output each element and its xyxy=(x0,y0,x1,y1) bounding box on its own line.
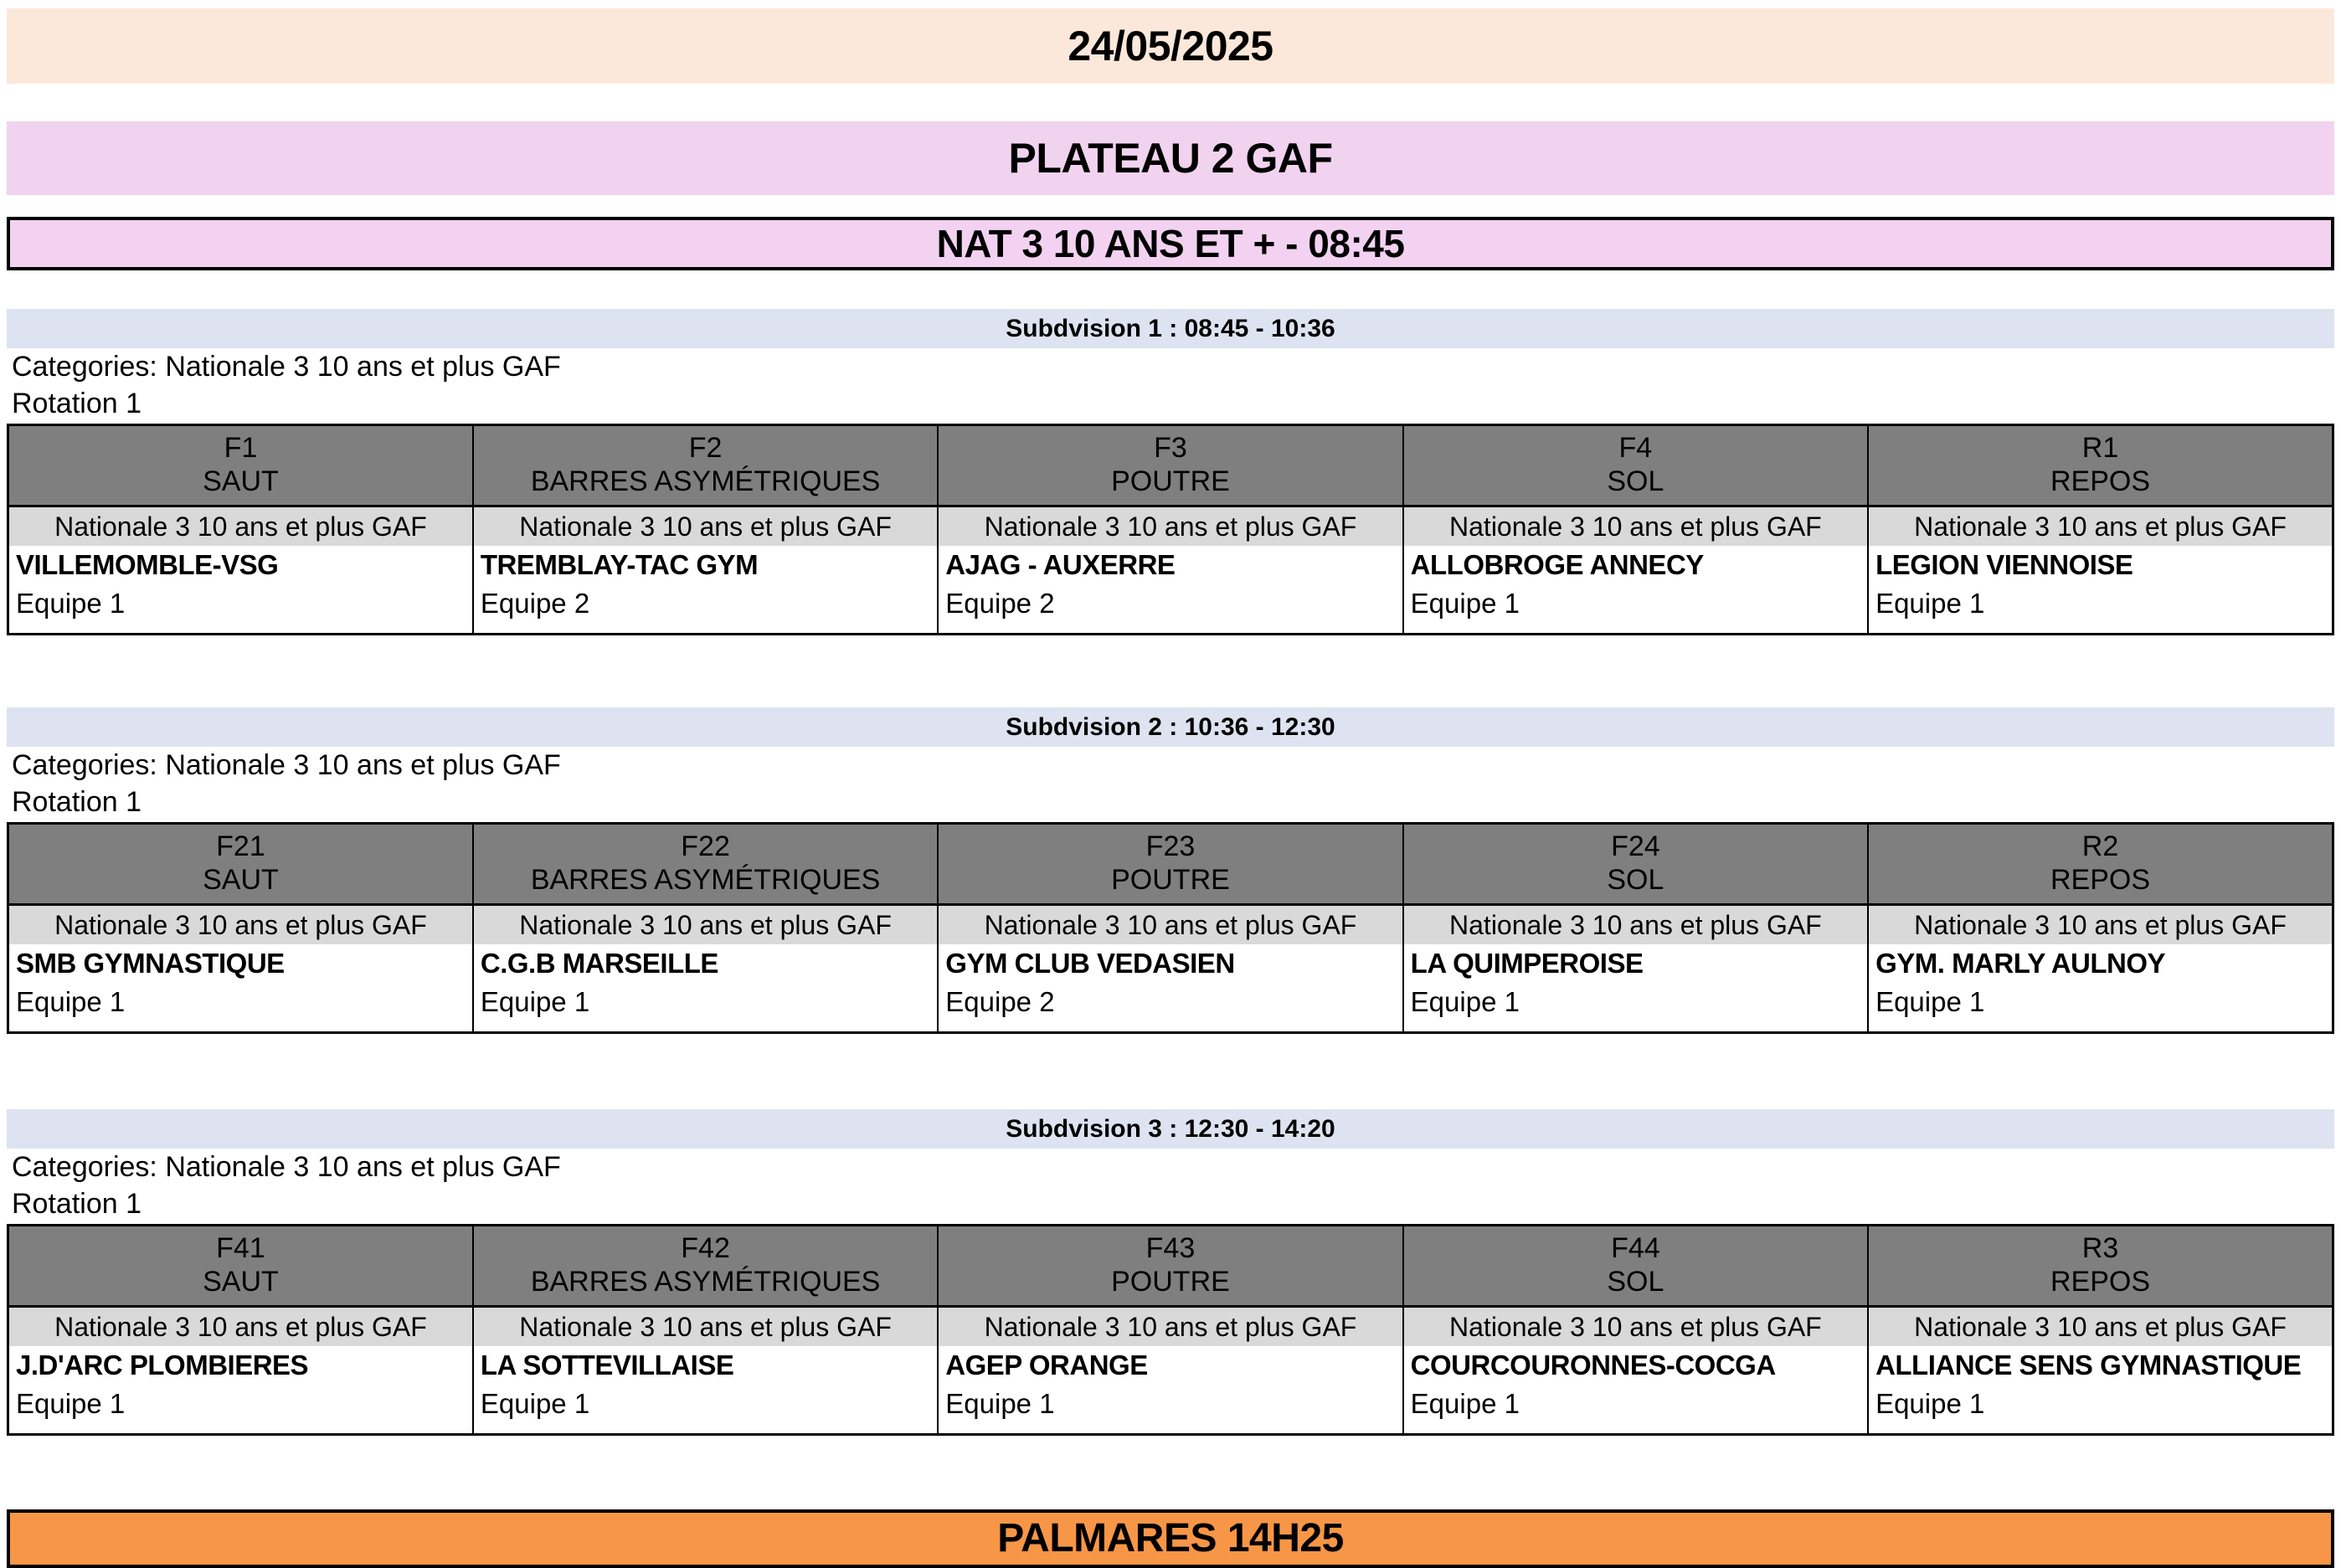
subdivision-1-table xyxy=(7,424,2334,635)
category-cell: Nationale 3 10 ans et plus GAF xyxy=(938,1307,1402,1347)
club-row xyxy=(8,944,2333,1033)
subdivision-2-categories: Categories: Nationale 3 10 ans et plus GAF xyxy=(12,749,561,781)
category-cell: Nationale 3 10 ans et plus GAF xyxy=(938,506,1402,547)
station-code: F23 xyxy=(1145,830,1196,862)
subdivision-2-title: Subdvision 2 : 10:36 - 12:30 xyxy=(7,707,2334,747)
team-label: Equipe 1 xyxy=(16,986,126,1017)
team-label: Equipe 1 xyxy=(1410,1388,1520,1419)
apparatus-label: SAUT xyxy=(203,465,279,497)
club-name: LA SOTTEVILLAISE xyxy=(480,1350,734,1380)
team-label: Equipe 1 xyxy=(1410,986,1520,1017)
station-code: F22 xyxy=(681,830,730,862)
subdivision-1-rotation: Rotation 1 xyxy=(12,388,141,419)
team-label: Equipe 2 xyxy=(945,588,1055,619)
club-name: VILLEMOMBLE-VSG xyxy=(16,549,279,580)
category-cell: Nationale 3 10 ans et plus GAF xyxy=(1403,1307,1868,1347)
apparatus-label: POUTRE xyxy=(1111,864,1230,896)
team-label: Equipe 2 xyxy=(480,588,590,619)
category-cell: Nationale 3 10 ans et plus GAF xyxy=(938,905,1402,945)
club-cell xyxy=(1868,944,2333,1033)
team-label: Equipe 1 xyxy=(480,1388,590,1419)
club-cell xyxy=(1403,944,1868,1033)
station-code: F24 xyxy=(1611,830,1660,862)
apparatus-label: SOL xyxy=(1607,465,1664,497)
category-cell: Nationale 3 10 ans et plus GAF xyxy=(473,1307,938,1347)
club-name: LEGION VIENNOISE xyxy=(1875,549,2133,580)
team-label: Equipe 1 xyxy=(480,986,590,1017)
schedule-page xyxy=(0,8,2341,1560)
table-header-row xyxy=(8,824,2333,905)
apparatus-label: BARRES ASYMÉTRIQUES xyxy=(530,864,881,896)
station-header xyxy=(1403,1226,1868,1307)
station-header xyxy=(1403,425,1868,506)
category-cell: Nationale 3 10 ans et plus GAF xyxy=(1403,506,1868,547)
team-label: Equipe 1 xyxy=(1410,588,1520,619)
station-header xyxy=(473,824,938,905)
date-banner: 24/05/2025 xyxy=(7,8,2334,84)
category-cell: Nationale 3 10 ans et plus GAF xyxy=(1403,905,1868,945)
team-label: Equipe 1 xyxy=(1875,588,1985,619)
club-cell xyxy=(473,944,938,1033)
apparatus-label: REPOS xyxy=(2050,864,2151,896)
club-cell xyxy=(1403,546,1868,635)
club-name: TREMBLAY-TAC GYM xyxy=(480,549,759,580)
category-cell: Nationale 3 10 ans et plus GAF xyxy=(8,506,473,547)
station-code: F1 xyxy=(224,432,258,464)
category-cell: Nationale 3 10 ans et plus GAF xyxy=(8,905,473,945)
station-code: F21 xyxy=(216,830,265,862)
apparatus-label: BARRES ASYMÉTRIQUES xyxy=(530,465,881,497)
category-cell: Nationale 3 10 ans et plus GAF xyxy=(1868,905,2333,945)
club-name: ALLOBROGE ANNECY xyxy=(1410,549,1704,580)
apparatus-label: SOL xyxy=(1607,864,1664,896)
club-name: AJAG - AUXERRE xyxy=(945,549,1176,580)
station-header xyxy=(938,1226,1402,1307)
category-cell: Nationale 3 10 ans et plus GAF xyxy=(473,506,938,547)
station-code: F3 xyxy=(1154,432,1187,464)
club-cell xyxy=(938,546,1402,635)
station-code: R2 xyxy=(2081,830,2119,862)
station-header xyxy=(1868,824,2333,905)
station-header xyxy=(938,425,1402,506)
club-name: GYM. MARLY AULNOY xyxy=(1875,948,2166,979)
subdivision-3-title: Subdvision 3 : 12:30 - 14:20 xyxy=(7,1109,2334,1149)
category-cell: Nationale 3 10 ans et plus GAF xyxy=(473,905,938,945)
club-cell xyxy=(1868,1346,2333,1435)
team-label: Equipe 1 xyxy=(1875,986,1985,1017)
club-cell xyxy=(8,546,473,635)
station-header xyxy=(473,1226,938,1307)
club-name: C.G.B MARSEILLE xyxy=(480,948,718,979)
club-name: GYM CLUB VEDASIEN xyxy=(945,948,1235,979)
station-code: F41 xyxy=(216,1232,265,1264)
club-name: LA QUIMPEROISE xyxy=(1410,948,1644,979)
club-cell xyxy=(8,1346,473,1435)
club-cell xyxy=(1403,1346,1868,1435)
station-code: R1 xyxy=(2081,432,2119,464)
station-header xyxy=(8,824,473,905)
station-code: F4 xyxy=(1618,432,1653,464)
station-code: F43 xyxy=(1145,1232,1196,1264)
station-header xyxy=(8,1226,473,1307)
station-code: F44 xyxy=(1611,1232,1660,1264)
subdivision-3-table xyxy=(7,1224,2334,1436)
apparatus-label: POUTRE xyxy=(1111,465,1230,497)
category-row xyxy=(8,1307,2333,1347)
club-cell xyxy=(8,944,473,1033)
club-cell xyxy=(938,944,1402,1033)
subdivision-2-table xyxy=(7,822,2334,1034)
apparatus-label: SAUT xyxy=(203,864,279,896)
category-cell: Nationale 3 10 ans et plus GAF xyxy=(1868,506,2333,547)
category-row xyxy=(8,506,2333,547)
club-row xyxy=(8,1346,2333,1435)
station-code: R3 xyxy=(2081,1232,2119,1264)
club-name: ALLIANCE SENS GYMNASTIQUE xyxy=(1875,1350,2302,1380)
team-label: Equipe 1 xyxy=(1875,1388,1985,1419)
club-cell xyxy=(1868,546,2333,635)
subdivision-2-rotation: Rotation 1 xyxy=(12,786,141,818)
team-label: Equipe 2 xyxy=(945,986,1055,1017)
apparatus-label: BARRES ASYMÉTRIQUES xyxy=(530,1266,881,1298)
apparatus-label: SAUT xyxy=(203,1266,279,1298)
palmares-banner: PALMARES 14H25 xyxy=(7,1509,2334,1568)
station-code: F42 xyxy=(681,1232,730,1264)
station-header xyxy=(1868,1226,2333,1307)
station-header xyxy=(1403,824,1868,905)
team-label: Equipe 1 xyxy=(16,1388,126,1419)
apparatus-label: SOL xyxy=(1607,1266,1664,1298)
club-cell xyxy=(473,546,938,635)
club-row xyxy=(8,546,2333,635)
table-header-row xyxy=(8,425,2333,506)
club-cell xyxy=(938,1346,1402,1435)
club-name: COURCOURONNES-COCGA xyxy=(1410,1350,1776,1380)
apparatus-label: POUTRE xyxy=(1111,1266,1230,1298)
station-header xyxy=(8,425,473,506)
station-code: F2 xyxy=(688,432,723,464)
subdivision-1-categories: Categories: Nationale 3 10 ans et plus GAF xyxy=(12,351,561,383)
category-cell: Nationale 3 10 ans et plus GAF xyxy=(1868,1307,2333,1347)
club-name: J.D'ARC PLOMBIERES xyxy=(16,1350,309,1380)
station-header xyxy=(1868,425,2333,506)
station-header xyxy=(473,425,938,506)
team-label: Equipe 1 xyxy=(945,1388,1055,1419)
club-name: AGEP ORANGE xyxy=(945,1350,1148,1380)
category-cell: Nationale 3 10 ans et plus GAF xyxy=(8,1307,473,1347)
apparatus-label: REPOS xyxy=(2050,1266,2151,1298)
subdivision-1-title: Subdvision 1 : 08:45 - 10:36 xyxy=(7,309,2334,348)
club-cell xyxy=(473,1346,938,1435)
session-banner: NAT 3 10 ANS ET + - 08:45 xyxy=(7,217,2334,270)
plateau-banner: PLATEAU 2 GAF xyxy=(7,121,2334,195)
table-header-row xyxy=(8,1226,2333,1307)
station-header xyxy=(938,824,1402,905)
subdivision-3-categories: Categories: Nationale 3 10 ans et plus GAF xyxy=(12,1151,561,1183)
team-label: Equipe 1 xyxy=(16,588,126,619)
apparatus-label: REPOS xyxy=(2050,465,2151,497)
category-row xyxy=(8,905,2333,945)
club-name: SMB GYMNASTIQUE xyxy=(16,948,285,979)
subdivision-3-rotation: Rotation 1 xyxy=(12,1188,141,1220)
